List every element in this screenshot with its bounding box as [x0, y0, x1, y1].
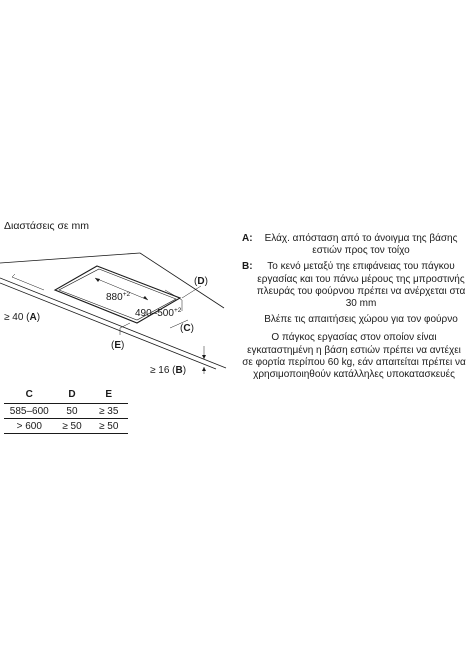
- table-header-row: [4, 388, 128, 404]
- table-cell: ≥ 50: [89, 419, 128, 434]
- table-header-d: D: [55, 388, 90, 404]
- table-cell: 585–600: [4, 404, 55, 419]
- label-d: (D): [194, 276, 208, 287]
- label-b: ≥ 16 (B): [150, 365, 187, 376]
- table-cell: 50: [55, 404, 90, 419]
- label-e: (E): [111, 340, 125, 351]
- note-b-key: B:: [242, 261, 253, 273]
- width-dimension-label: $880^{+2}$: [106, 291, 131, 303]
- table-cell: ≥ 50: [55, 419, 90, 434]
- d-leader: [182, 286, 201, 298]
- table-cell: > 600: [4, 419, 55, 434]
- note-a-key: A:: [242, 233, 253, 244]
- depth-dimension-label: $490-500^{+2}$: [135, 307, 182, 319]
- label-a: ≥ 40 (A): [4, 312, 41, 323]
- note-b-text: Το κενό μεταξύ τηε επιφάνειας του πάγκου εργασίας και του πάνω μέρους της μπροστινής πλευράς του φούρνου πρέπει να ανέρχεται στα 30 mm: [256, 261, 466, 310]
- table-header-e: E: [89, 388, 128, 404]
- table-header-c: C: [4, 388, 55, 404]
- label-c: (C): [180, 323, 194, 334]
- note-a: [242, 233, 466, 257]
- worktop-back-edge: [0, 253, 140, 263]
- depth-dimension-line: [165, 290, 182, 300]
- table-cell: ≥ 35: [89, 404, 128, 419]
- notes-section: [242, 233, 466, 381]
- table-row: [4, 404, 128, 419]
- dimensions-caption: Διαστάσεις σε mm: [4, 220, 90, 232]
- load-bearing-paragraph: Ο πάγκος εργασίας στον οποίον είναι εγκαταστημένη η βάση εστιών πρέπει να αντέχει σε φορτία περίπου 60 kg, εάν απαιτείται πρέπει να χρησιμοποιηθούν κατάλληλες υποκατασκευές: [242, 332, 466, 381]
- note-a-text: Ελάχ. απόσταση από το άνοιγμα της βάσης εστιών προς τον τοίχο: [264, 233, 458, 257]
- dimensions-table: [4, 388, 128, 434]
- note-b: [242, 261, 466, 310]
- cutout-diagram: [0, 228, 226, 378]
- table-row: [4, 419, 128, 434]
- note-b-extra: Βλέπε τις απαιτήσεις χώρου για τον φούρνο: [264, 314, 458, 326]
- a-dimension-line: [12, 277, 44, 290]
